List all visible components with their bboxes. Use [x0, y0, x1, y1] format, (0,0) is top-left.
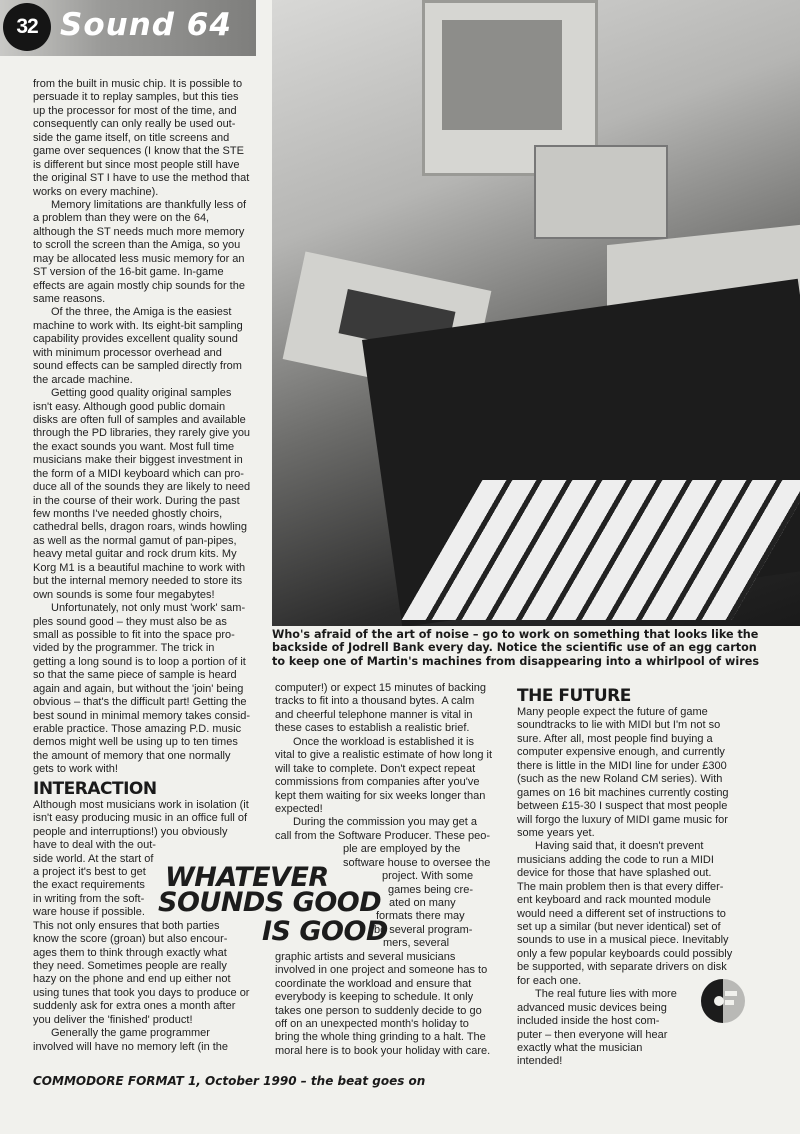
body-text-line: puter – then everyone will hear [517, 1028, 668, 1041]
body-text-line: the exact requirements [33, 879, 145, 892]
body-text-line: although the ST needs much more memory [33, 225, 245, 238]
body-text-line: but the internal memory needed to store its [33, 575, 243, 588]
body-text-line: off on an unexpected month's holiday to [275, 1017, 469, 1030]
body-text-line: own sounds is some four megabytes! [33, 588, 215, 601]
body-text-line: works on every machine). [33, 185, 159, 198]
body-text-line: disks are often full of samples and available [33, 413, 246, 426]
body-text-line: Getting good quality original samples [51, 387, 232, 400]
body-text-line: mers, several [383, 937, 450, 950]
body-text-line: formats there may [376, 910, 465, 923]
article-photo [272, 0, 800, 626]
body-text-line: sounds to use in a musical piece. Inevitably [517, 934, 729, 947]
body-text-line: is different but since most people still have [33, 158, 240, 171]
body-text-line: everybody is keeping to schedule. It only [275, 991, 474, 1004]
body-text-line: duce all of the sounds they are likely to need [33, 481, 251, 494]
body-text-line: consequently can only really be used out- [33, 118, 236, 131]
body-text-line: best sound in minimal memory takes consid- [33, 709, 251, 722]
tape-deck [534, 145, 668, 239]
body-text-line: side world. At the start of [33, 852, 154, 865]
body-text-line: so that the same piece of sample is heard [33, 669, 237, 682]
section-title: Sound 64 [60, 7, 232, 43]
body-text-line: soundtracks to lie with MIDI but I'm not so [517, 719, 721, 732]
body-text-line: vided by the programmer. The trick in [33, 642, 215, 655]
body-text-line: ple are employed by the [343, 843, 461, 856]
body-text-line: involved in one project and someone has to [275, 964, 488, 977]
body-text-line: getting a long sound is to loop a portion of it [33, 655, 246, 668]
body-text-line: side the game itself, on title screens and [33, 131, 230, 144]
body-text-line: sure. After all, most people find buying a [517, 732, 713, 745]
body-text-line: you deliver the 'finished' product! [33, 1013, 193, 1026]
body-text-line: Generally the game programmer [51, 1027, 210, 1040]
body-text-line: game over sequences (I know that the STE [33, 145, 244, 158]
cf-logo [700, 978, 746, 1024]
body-text-line: ent keyboard and rack mounted module [517, 894, 711, 907]
body-text-line: through the PD libraries, they rarely give you [33, 427, 251, 440]
body-text-line: in the course of their work. During the past [33, 494, 240, 507]
page-number: 32 [3, 3, 51, 51]
body-text-line: device for those that have splashed out. [517, 867, 712, 880]
body-text-line: know the score (groan) but also encour- [33, 933, 228, 946]
body-text-line: same reasons. [33, 293, 106, 305]
body-text-line: from the built in music chip. It is possible to [33, 78, 243, 90]
body-text-line: using tunes that took you days to produce or [33, 986, 250, 999]
body-text-line: ples sound good – they must also be as [33, 615, 227, 628]
body-text-line: for each one. [517, 974, 582, 987]
body-text-line: games being cre- [388, 883, 473, 896]
body-text-line: be supported, with separate drivers on disk [517, 961, 727, 974]
body-text-line: Although most musicians work in isolation (it [33, 798, 249, 811]
body-text-line: there is little in the MIDI line for under £300 [517, 759, 727, 772]
body-text-line: ST version of the 16-bit game. In-game [33, 266, 224, 279]
page-footer: COMMODORE FORMAT 1, October 1990 – the beat goes on [33, 1074, 426, 1088]
body-text-line: Memory limitations are thankfully less of [51, 198, 247, 211]
body-text-line: advanced music devices being [517, 1001, 667, 1014]
body-text-line: as well as the normal gamut of pan-pipes, [33, 534, 237, 547]
body-text-line: machine to work with. Its eight-bit sampling [33, 319, 243, 332]
body-text-line: included inside the host com- [517, 1015, 660, 1028]
body-text-line: effects are again mostly chip sounds for the [33, 279, 245, 292]
body-text-line: capability provides excellent quality sound [33, 333, 238, 346]
body-text-line: hazy on the phone and end up either not [33, 973, 231, 986]
body-text-line: musicians make their biggest investment in [33, 454, 243, 467]
body-text-line: the arcade machine. [33, 373, 133, 386]
body-text-line: Many people expect the future of game [517, 706, 708, 718]
body-text-line: bring the whole thing grinding to a halt. The [275, 1031, 486, 1044]
body-text-line: gets to work with! [33, 763, 118, 776]
body-text-line: again and again, but without the 'join' being [33, 682, 244, 695]
body-text-line: people and interruptions!) you obviously [33, 825, 228, 838]
body-text-line: project. With some [382, 870, 474, 883]
body-text-line: suddenly ask for extra ones a month after [33, 1000, 236, 1013]
body-text-line: and cheerful telephone manner is vital in [275, 708, 473, 721]
body-text-line: vital to give a realistic estimate of how long it [275, 749, 493, 762]
body-text-line: be several program- [374, 923, 473, 936]
body-text-line: the form of a MIDI keyboard which can pro- [33, 467, 244, 480]
body-text-line: ages them to think through exactly what [33, 946, 227, 959]
body-text-line: moral here is to book your holiday with care. [275, 1044, 491, 1057]
body-text-line: the amount of memory that one normally [33, 749, 231, 762]
body-text-line: sound effects can be sampled directly from [33, 360, 242, 373]
body-text-line: to scroll the screen than the Amiga, so you [33, 239, 241, 252]
body-text-line: demos might well be using up to ten times [33, 736, 238, 749]
body-text-line: the original ST I have to use the method that [33, 172, 250, 185]
body-text-line: between £15-30 I suspect that most people [517, 800, 728, 813]
body-text-line: musicians adding the code to run a MIDI [517, 853, 714, 866]
body-text-line: these cases to establish a realistic brief. [275, 722, 470, 735]
body-text-line: intended! [517, 1055, 563, 1068]
body-text-line: erable practice. Those amazing P.D. music [33, 723, 242, 735]
photo-caption [272, 628, 797, 668]
body-text-line: a project it's best to get [33, 865, 146, 878]
body-text-line: computer!) or expect 15 minutes of backing [275, 682, 486, 694]
body-text-line: Unfortunately, not only must 'work' sam- [51, 602, 246, 615]
body-text-line: computer expensive enough, and currently [517, 746, 725, 759]
caption-line: to keep one of Martin's machines from disappearing into a whirlpool of wires [272, 654, 759, 668]
body-text-line: isn't easy producing music in an office full of [33, 812, 248, 825]
body-text-line: The main problem then is that every differ- [517, 880, 724, 893]
body-text-line: expected! [275, 802, 323, 815]
body-text-line: some years yet. [517, 826, 595, 839]
body-text-line: a problem than they were on the 64, [33, 212, 210, 225]
section-heading: THE FUTURE [517, 686, 631, 706]
body-text-line: ated on many [389, 897, 456, 909]
body-text-line: involved will have no memory left (in the [33, 1040, 229, 1053]
body-text-line: few months I've needed ghostly choirs, [33, 508, 223, 520]
body-text-line: Of the three, the Amiga is the easiest [51, 306, 232, 319]
body-text-line: ware house if possible. [33, 906, 145, 919]
body-text-line: set up a similar (but never identical) set of [517, 921, 721, 933]
body-text-line: This not only ensures that both parties [33, 919, 220, 932]
body-text-line: only a few popular keyboards could possibly [517, 947, 733, 960]
body-text-line: coordinate the workload and ensure that [275, 977, 472, 990]
body-text-line: obvious – that's the difficult part! Getting the [33, 696, 247, 709]
body-text-line: would need a different set of instructions to [517, 907, 726, 920]
body-text-line: call from the Software Producer. These peo- [275, 829, 491, 842]
body-text-line: heavy metal guitar and rock drum kits. My [33, 548, 237, 561]
body-text-line: cathedral bells, dragon roars, winds howling [33, 521, 248, 534]
body-text-line: have to deal with the out- [33, 839, 156, 852]
body-text-line: will take to complete. Don't expect repeat [275, 762, 476, 775]
section-heading: INTERACTION [33, 778, 157, 799]
caption-line: Who's afraid of the art of noise – go to work on something that looks like the [272, 628, 759, 641]
body-text-line: exactly what the musician [517, 1041, 643, 1054]
body-text-line: with minimum processor overhead and [33, 346, 222, 359]
body-text-line: Once the workload is established it is [293, 735, 474, 748]
body-text-line: the exact sounds you want. Most full time [33, 440, 235, 453]
body-text-line: Korg M1 is a beautiful machine to work with [33, 561, 246, 574]
body-text-line: persuade it to replay samples, but this ties [33, 91, 239, 104]
caption-line: backside of Jodrell Bank every day. Notice the scientific use of an egg carton [272, 641, 757, 655]
body-text-line: takes one person to suddenly decide to go [275, 1004, 482, 1017]
body-text-line: small as possible to fit into the space pro- [33, 628, 235, 641]
monitor-screen [442, 20, 562, 130]
body-text-line: isn't easy. Although good public domain [33, 400, 226, 413]
body-text-line: tracks to fit into a thousand bytes. A calm [275, 695, 475, 708]
pull-quote-line: IS GOOD [262, 916, 388, 947]
body-text-line: up the processor for most of the time, and [33, 104, 237, 117]
body-text-line: kept them waiting for six weeks longer than [275, 789, 486, 802]
body-text-line: will forgo the luxury of MIDI game music for [517, 813, 728, 826]
body-text-line: games on 16 bit machines currently costing [517, 786, 729, 799]
body-text-line: may be allocated less music memory for an [33, 252, 245, 265]
pull-quote-line: WHATEVER [165, 862, 329, 893]
body-text-line: Having said that, it doesn't prevent [535, 840, 704, 853]
pull-quote-line: SOUNDS GOOD [158, 887, 382, 918]
body-text-line: commissions from companies after you've [275, 776, 480, 789]
body-text-line: During the commission you may get a [293, 816, 478, 829]
body-text-line: they need. Sometimes people are really [33, 960, 227, 972]
body-text-line: (such as the new Roland CM series). With [517, 773, 723, 786]
body-text-line: graphic artists and several musicians [275, 950, 456, 963]
body-text-line: in writing from the soft- [33, 892, 145, 905]
body-text-line: The real future lies with more [535, 988, 677, 1001]
body-text-line: software house to oversee the [343, 856, 491, 869]
